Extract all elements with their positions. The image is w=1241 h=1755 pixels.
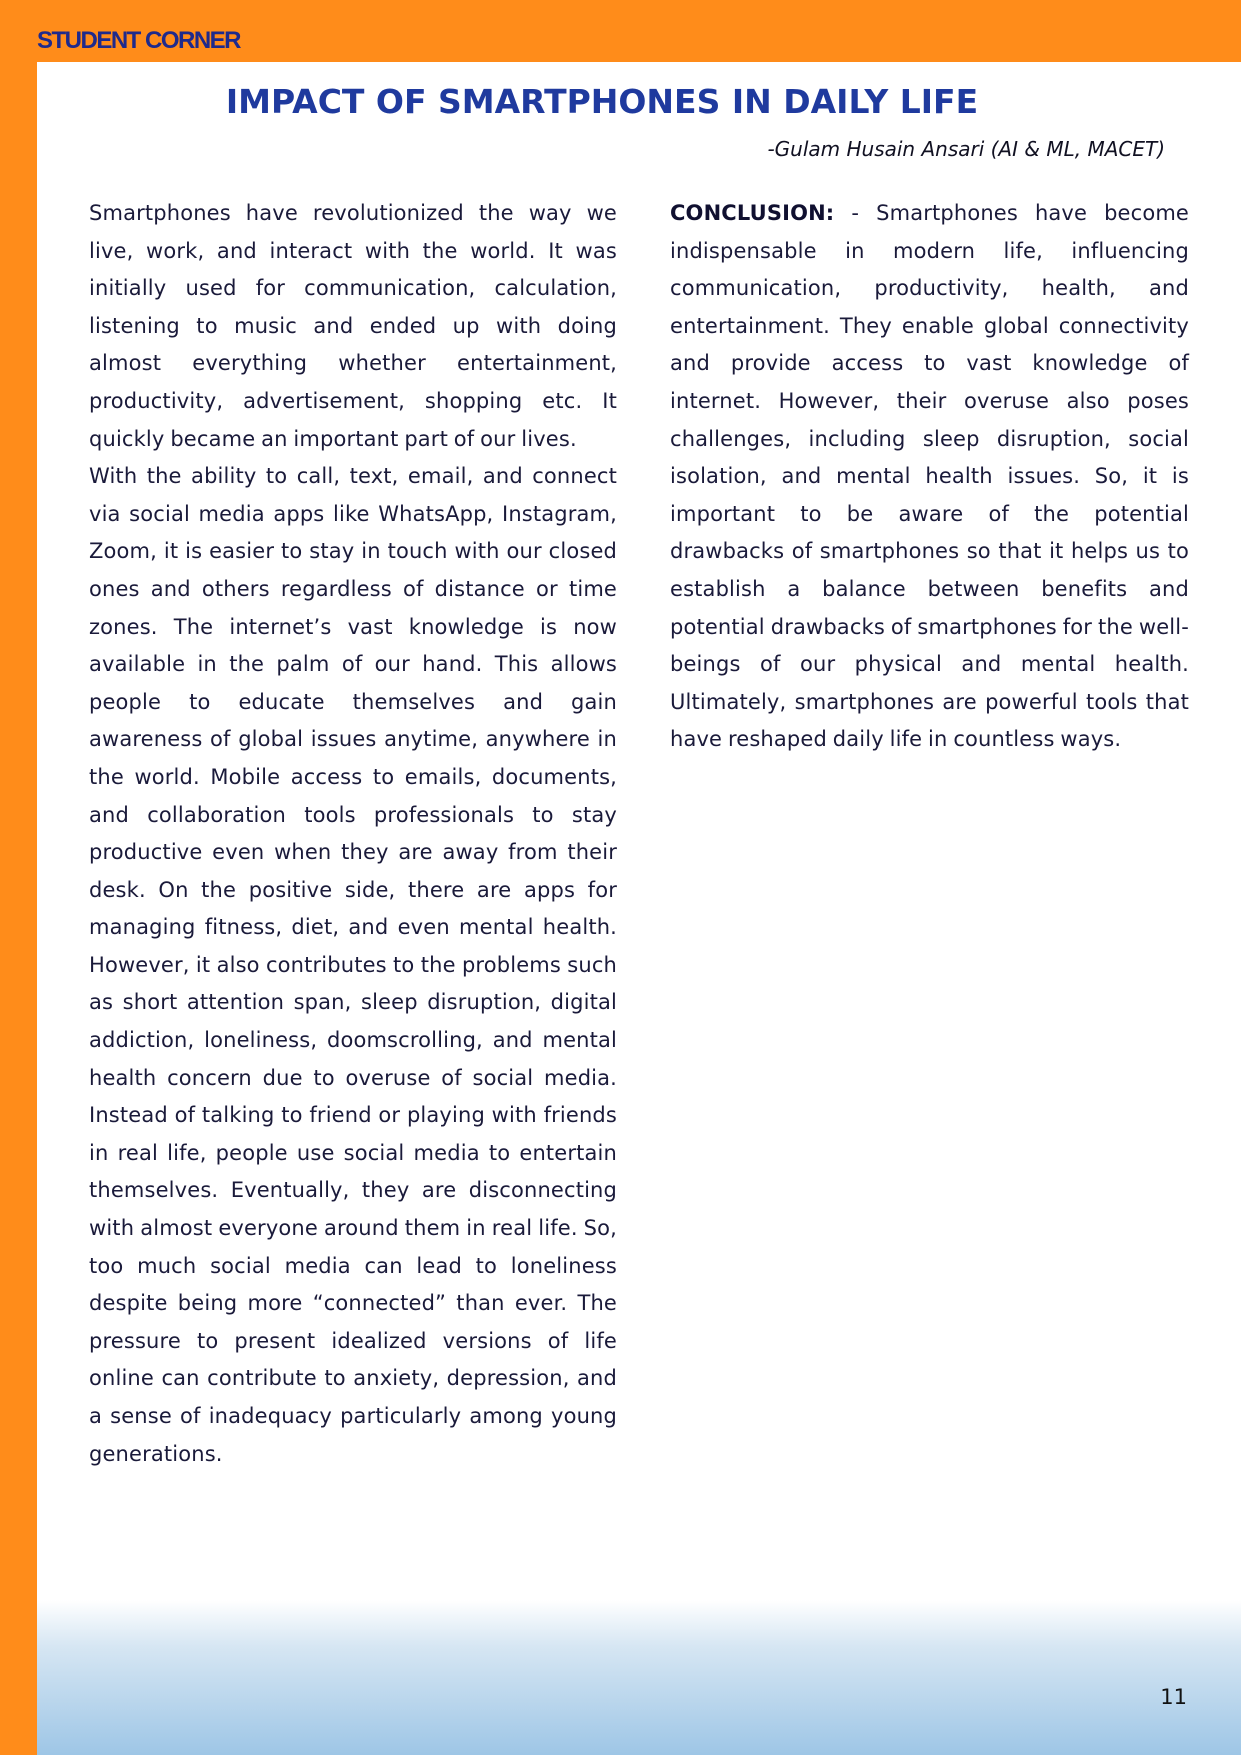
body-paragraph-2: With the ability to call, text, email, and connect via social media apps like WhatsApp, Instagram, Zoom, it is easier to stay in touch with our closed ones and others regardless of distance or time zones. The internet’s vast knowledge is now available in the palm of our hand. This allows people to educate themselves and gain awareness of global issues anytime, anywhere in the world. Mobile access to emails, documents, and collaboration tools professionals to stay productive even when they are away from their desk. On the positive side, there are apps for managing fitness, diet, and even mental health. However, it also contributes to the problems such as short attention span, sleep disruption, digital addiction, loneliness, doomscrolling, and mental health concern due to overuse of social media. Instead of talking to friend or playing with friends in real life, people use social media to entertain themselves. Eventually, they are disconnecting with almost everyone around them in real life. So, too much social media can lead to loneliness despite being more “connected” than ever. The pressure to present idealized versions of life online can contribute to anxiety, depression, and a sense of inadequacy particularly among young generations. <box>89 464 617 1466</box>
section-label: STUDENT CORNER <box>37 27 241 54</box>
bottom-blue-gradient <box>37 1600 1241 1755</box>
conclusion-paragraph <box>670 195 1189 759</box>
conclusion-label: CONCLUSION: <box>670 201 835 225</box>
author-byline: -Gulam Husain Ansari (AI & ML, MACET) <box>767 137 1165 161</box>
left-column <box>89 195 617 1473</box>
conclusion-text: - Smartphones have become indispensable in modern life, influencing communication, productivity, health, and entertainment. They enable global connectivity and provide access to vast knowledge of internet. However, their overuse also poses challenges, including sleep disruption, social isolation, and mental health issues. So, it is important to be aware of the potential drawbacks of smartphones so that it helps us to establish a balance between benefits and potential drawbacks of smartphones for the well-beings of our physical and mental health. Ultimately, smartphones are powerful tools that have reshaped daily life in countless ways. <box>670 201 1189 752</box>
page-number: 11 <box>1160 1685 1187 1709</box>
left-orange-band <box>0 0 37 1755</box>
body-paragraph-1: Smartphones have revolutionized the way we live, work, and interact with the world. It was initially used for communication, calculation, listening to music and ended up with doing almost everything whether entertainment, productivity, advertisement, shopping etc. It quickly became an important part of our lives. <box>89 201 617 451</box>
right-column <box>670 195 1189 759</box>
article-title: IMPACT OF SMARTPHONES IN DAILY LIFE <box>225 82 979 121</box>
